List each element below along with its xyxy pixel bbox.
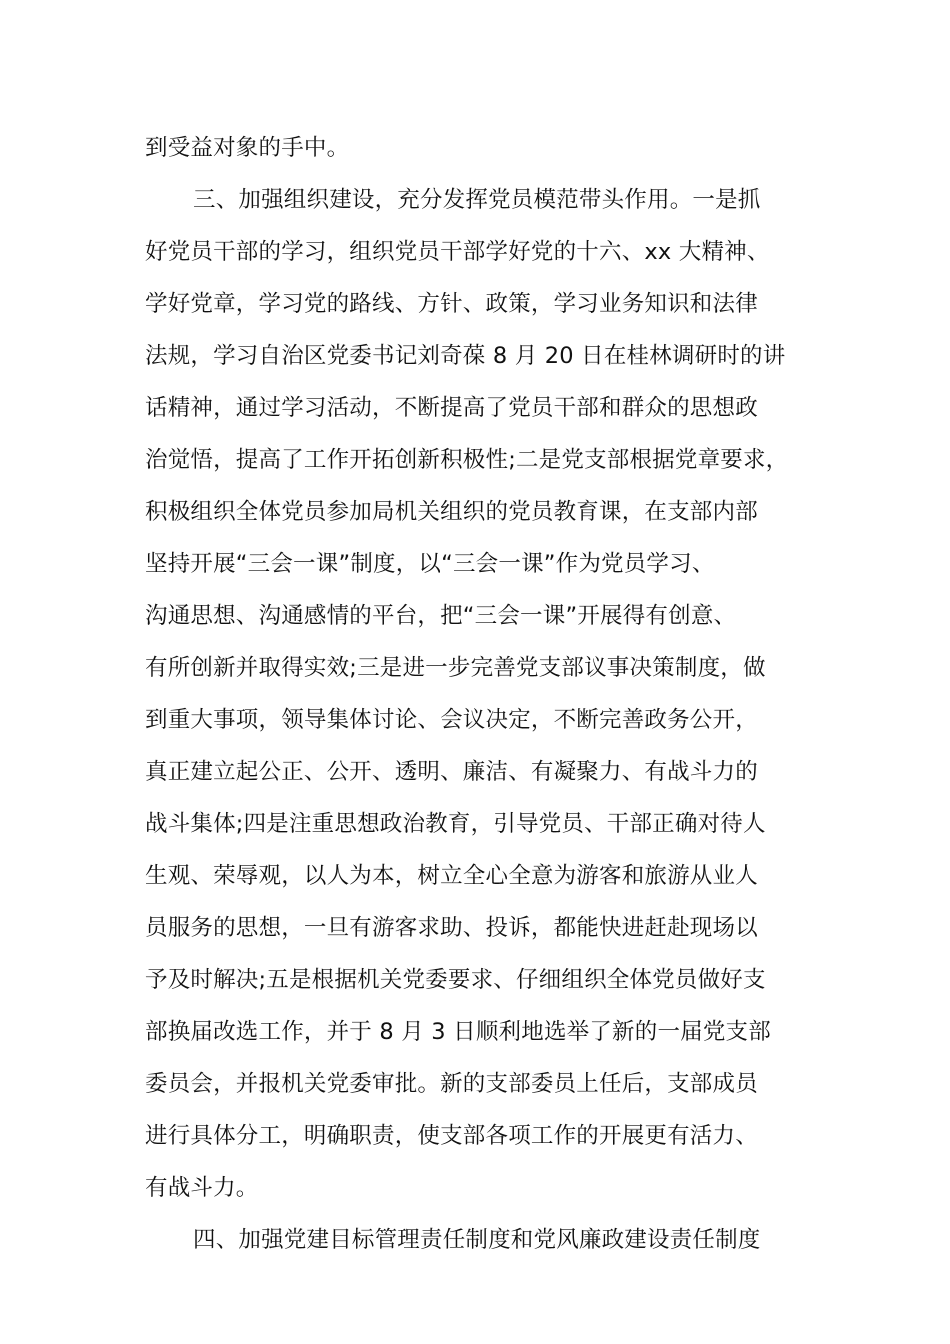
text-line: 生观、荣辱观，以人为本，树立全心全意为游客和旅游从业人	[145, 863, 758, 889]
text-line: 好党员干部的学习，组织党员干部学好党的十六、xx 大精神、	[145, 239, 770, 265]
text-line: 予及时解决;五是根据机关党委要求、仔细组织全体党员做好支	[145, 967, 766, 993]
text-line: 沟通思想、沟通感情的平台，把“三会一课”开展得有创意、	[145, 603, 737, 629]
text-line: 委员会，并报机关党委审批。新的支部委员上任后，支部成员	[145, 1071, 758, 1097]
text-line: 员服务的思想，一旦有游客求助、投诉，都能快进赶赴现场以	[145, 915, 758, 941]
text-line: 部换届改选工作，并于 8 月 3 日顺利地选举了新的一届党支部	[145, 1019, 771, 1045]
text-line: 有战斗力。	[145, 1175, 259, 1201]
text-line: 治觉悟，提高了工作开拓创新积极性;二是党支部根据党章要求，	[145, 447, 789, 473]
text-line: 到重大事项，领导集体讨论、会议决定，不断完善政务公开，	[145, 707, 758, 733]
text-line: 法规，学习自治区党委书记刘奇葆 8 月 20 日在桂林调研时的讲	[145, 343, 786, 369]
text-line: 话精神，通过学习活动，不断提高了党员干部和群众的思想政	[145, 395, 758, 421]
section-three-heading-line: 三、加强组织建设，充分发挥党员模范带头作用。一是抓	[193, 187, 761, 213]
section-four-heading-line: 四、加强党建目标管理责任制度和党风廉政建设责任制度	[193, 1227, 761, 1253]
text-line: 战斗集体;四是注重思想政治教育，引导党员、干部正确对待人	[145, 811, 766, 837]
text-line: 真正建立起公正、公开、透明、廉洁、有凝聚力、有战斗力的	[145, 759, 758, 785]
text-line: 坚持开展“三会一课”制度，以“三会一课”作为党员学习、	[145, 551, 715, 577]
text-line: 学好党章，学习党的路线、方针、政策，学习业务知识和法律	[145, 291, 758, 317]
text-line: 积极组织全体党员参加局机关组织的党员教育课，在支部内部	[145, 499, 758, 525]
text-line: 有所创新并取得实效;三是进一步完善党支部议事决策制度，做	[145, 655, 766, 681]
text-line-continuation: 到受益对象的手中。	[145, 135, 350, 161]
text-line: 进行具体分工，明确职责，使支部各项工作的开展更有活力、	[145, 1123, 758, 1149]
